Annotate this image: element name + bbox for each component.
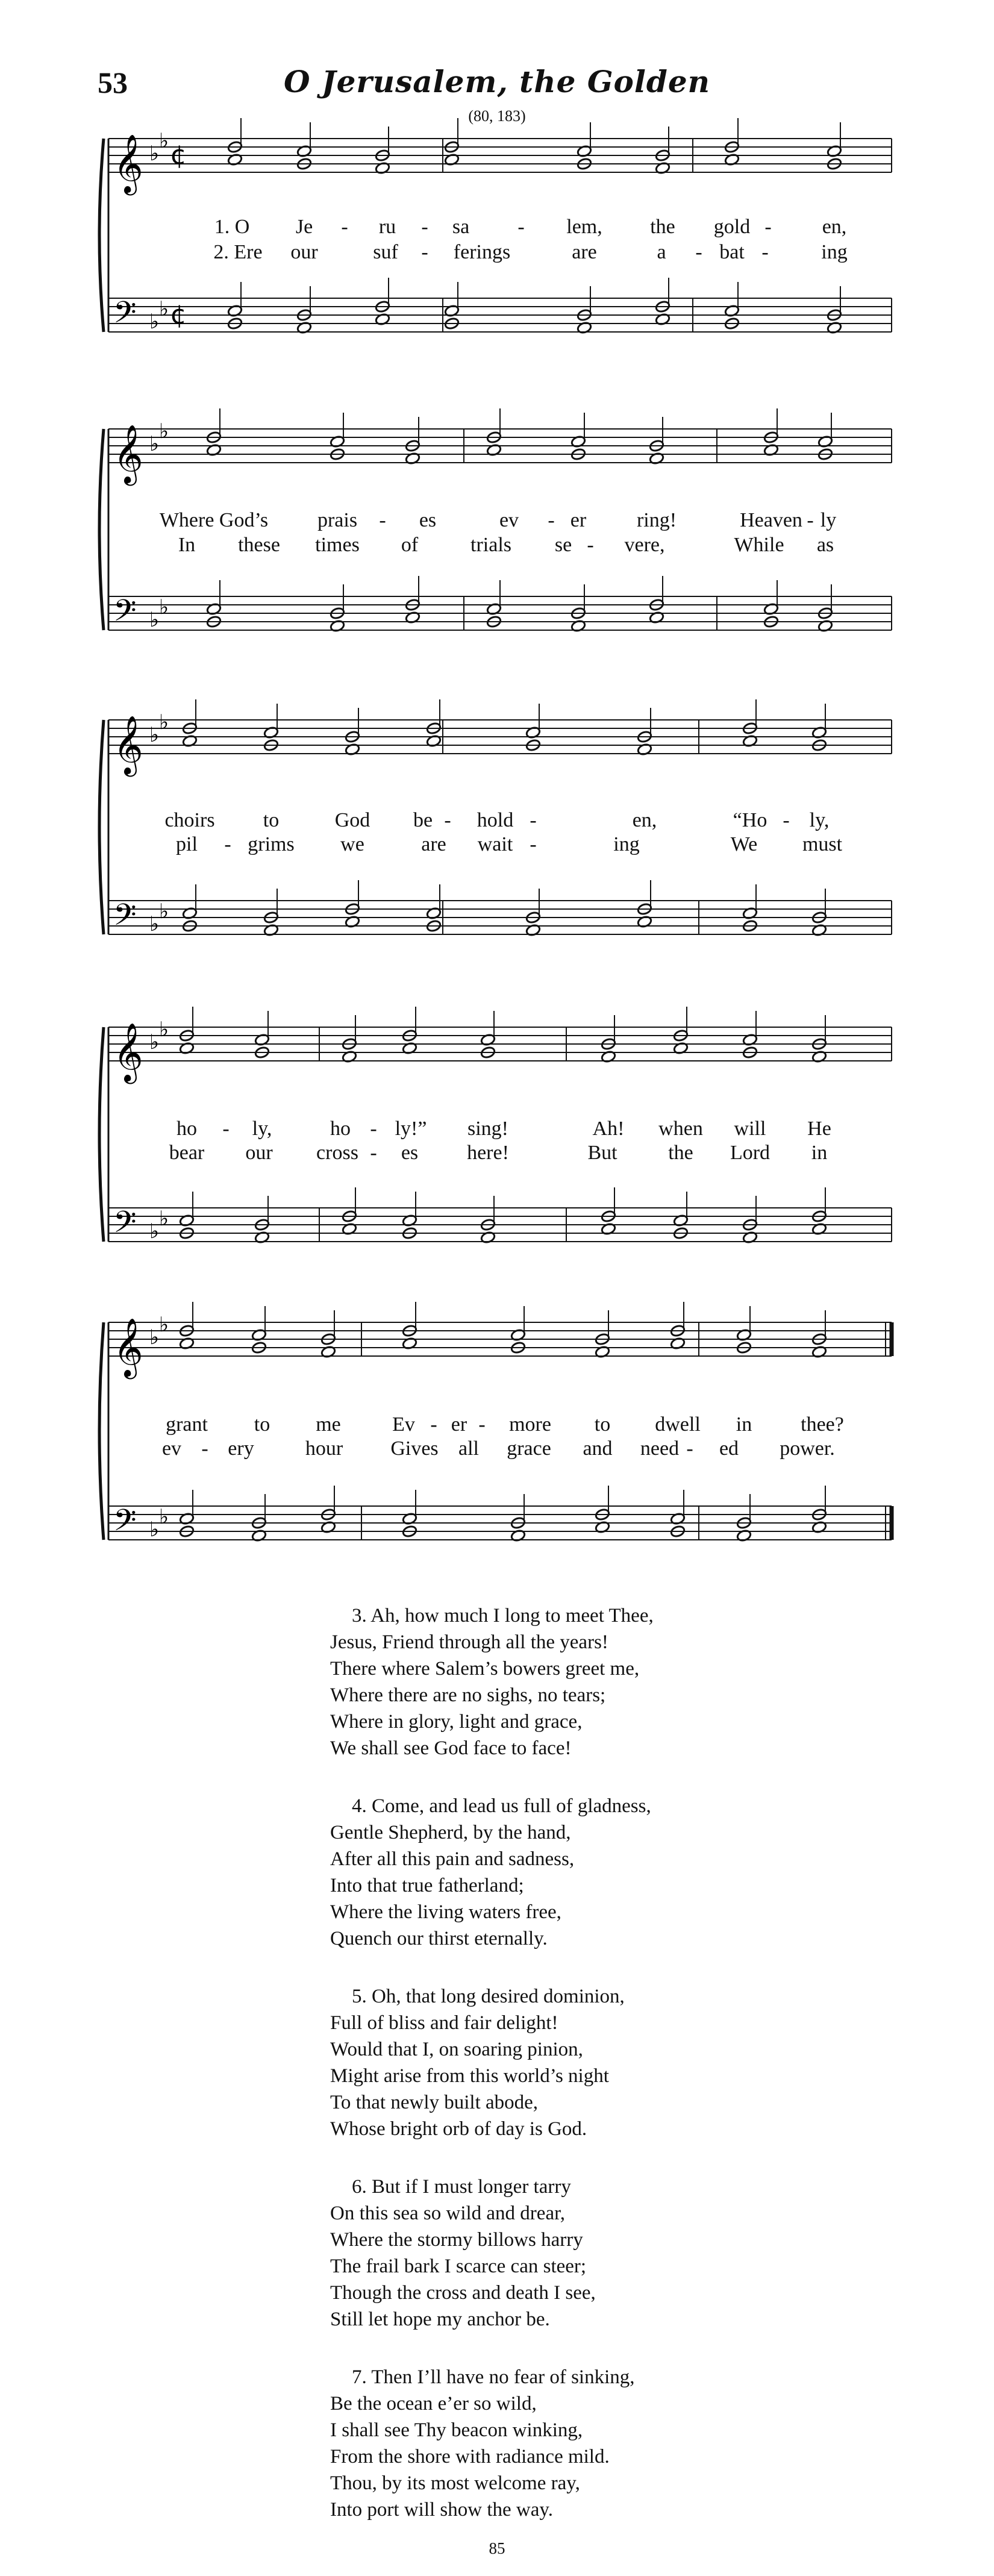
syllable: - [379,509,386,531]
syllable: ing [613,833,640,855]
syllable: Lord [730,1142,771,1164]
stanza-line: Though the cross and death I see, [330,2282,596,2304]
lyric-line-verse1 [96,509,907,533]
syllable: thee? [801,1413,844,1436]
syllable: - [444,809,451,831]
syllable: and [583,1437,613,1460]
stanza-line: I shall see Thy beacon winking, [330,2419,583,2441]
syllable: ru [378,216,396,238]
syllable: to [594,1413,611,1436]
hymn-number: 53 [98,66,128,99]
stanza-5 [330,1983,872,2142]
stanza-line: 7. Then I’ll have no fear of sinking, [352,2366,635,2388]
syllable: ly [820,509,837,531]
syllable: es [419,509,437,531]
syllable: the [650,216,675,238]
syllable: here! [467,1142,509,1164]
lyric-line-verse2 [96,534,907,558]
syllable: a [657,241,666,263]
music-system-4 [96,988,907,1265]
syllable: Ah! [592,1118,625,1140]
syllable: er [451,1413,467,1436]
syllable: gold [713,216,751,238]
syllable: ring! [636,509,677,531]
stanza-3 [330,1602,872,1762]
syllable: - [421,241,428,263]
syllable: more [509,1413,551,1436]
page-number: 85 [489,2539,505,2557]
stanza-4 [330,1793,872,1952]
syllable: our [290,241,318,263]
treble-clef-icon: 𝄞 [113,1022,143,1081]
stanza-line: 3. Ah, how much I long to meet Thee, [352,1605,654,1627]
flat-icon: ♭ [149,432,160,456]
flat-icon: ♭ [149,310,160,334]
stanza-line: From the shore with radiance mild. [330,2446,610,2468]
flat-icon: ♭ [149,1518,160,1542]
syllable: - [548,509,555,531]
flat-icon: ♭ [149,1219,160,1243]
syllable: grims [248,833,295,855]
syllable: be [413,809,433,831]
cut-time-icon: ¢ [170,140,187,170]
syllable: - [587,534,594,556]
stanza-line: Into that true fatherland; [330,1875,524,1896]
lyric-line-verse1 [96,1118,907,1142]
stanza-line: Where the stormy billows harry [330,2229,583,2251]
syllable: the [668,1142,693,1164]
syllable: vere, [624,534,665,556]
flat-icon: ♭ [149,912,160,936]
syllable: are [572,241,597,263]
syllable: hour [305,1437,343,1460]
cut-time-icon: ¢ [170,299,187,330]
stanza-line: Into port will show the way. [330,2499,553,2521]
syllable: - [686,1437,693,1460]
syllable: ed [719,1437,739,1460]
syllable: bear [169,1142,205,1164]
stanza-line: Thou, by its most welcome ray, [330,2472,580,2494]
flat-icon: ♭ [159,1505,169,1529]
syllable: to [263,809,280,831]
treble-clef-icon: 𝄞 [113,424,143,483]
syllable: will [734,1118,766,1140]
syllable: cross [316,1142,358,1164]
stanza-line: There where Salem’s bowers greet me, [330,1658,640,1680]
flat-icon: ♭ [149,142,160,166]
stanza-line: Where in glory, light and grace, [330,1711,583,1733]
syllable: ery [228,1437,254,1460]
stanza-line: Where the living waters free, [330,1901,561,1923]
syllable: - [370,1142,377,1164]
lyric-line-verse2 [96,833,907,857]
syllable: as [816,534,834,556]
syllable: - [478,1413,486,1436]
syllable: need [640,1437,680,1460]
syllable: While [734,534,784,556]
stanza-line: Gentle Shepherd, by the hand, [330,1822,571,1843]
syllable: dwell [655,1413,701,1436]
syllable: - [370,1118,377,1140]
syllable: - [530,833,537,855]
flat-icon: ♭ [149,608,160,632]
syllable: lem, [566,216,602,238]
stanza-line: Would that I, on soaring pinion, [330,2039,583,2060]
bass-clef-icon: 𝄢 [113,1205,137,1247]
syllable: in [736,1413,752,1436]
bass-clef-icon: 𝄢 [113,1503,137,1545]
syllable: es [401,1142,419,1164]
stanza-line: Whose bright orb of day is God. [330,2118,587,2140]
syllable: sa [452,216,470,238]
syllable: choirs [164,809,215,831]
syllable: Where God’s [159,509,269,531]
stanza-line: Jesus, Friend through all the years! [330,1631,608,1653]
tune-reference: (80, 183) [468,107,526,125]
syllable: Je [295,216,313,238]
flat-icon: ♭ [159,419,169,443]
syllable: - [341,216,348,238]
syllable: - [201,1437,208,1460]
stanza-line: Might arise from this world’s night [330,2065,609,2087]
syllable: ly, [252,1118,272,1140]
syllable: - [807,509,814,531]
stanza-line: After all this pain and sadness, [330,1848,575,1870]
syllable: of [401,534,419,556]
treble-clef-icon: 𝄞 [113,1318,143,1377]
syllable: sing! [467,1118,508,1140]
syllable: ing [821,241,848,263]
syllable: - [224,833,231,855]
syllable: - [421,216,428,238]
bass-clef-icon: 𝄢 [113,295,137,337]
syllable: are [421,833,446,855]
syllable: 2. Ere [213,241,263,263]
syllable: we [340,833,364,855]
syllable: all [458,1437,479,1460]
stanza-line: 5. Oh, that long desired dominion, [352,1986,625,2007]
flat-icon: ♭ [149,1325,160,1349]
syllable: God [334,809,370,831]
stanza-line: On this sea so wild and drear, [330,2202,566,2224]
additional-stanzas [330,1602,872,2554]
syllable: 1. O [214,216,250,238]
lyric-line-verse2 [96,1437,907,1462]
flat-icon: ♭ [159,1313,169,1337]
syllable: - [517,216,525,238]
syllable: these [238,534,280,556]
stanza-line: The frail bark I scarce can steer; [330,2256,587,2277]
syllable: - [764,216,772,238]
music-system-2 [96,416,907,687]
stanza-line: 4. Come, and lead us full of gladness, [352,1795,651,1817]
stanza-line: 6. But if I must longer tarry [352,2176,571,2198]
syllable: - [222,1118,230,1140]
lyric-line-verse1 [96,1413,907,1437]
syllable: en, [822,216,847,238]
flat-icon: ♭ [159,297,169,321]
bass-clef-icon: 𝄢 [113,898,137,940]
syllable: must [802,833,843,855]
syllable: But [587,1142,617,1164]
stanza-7 [330,2364,872,2523]
syllable: Heaven [740,509,802,531]
stanza-line: To that newly built abode, [330,2092,539,2113]
stanza-line: Where there are no sighs, no tears; [330,1684,606,1706]
syllable: grant [166,1413,208,1436]
syllable: our [245,1142,273,1164]
treble-clef-icon: 𝄞 [113,134,143,193]
syllable: - [783,809,790,831]
syllable: wait [477,833,513,855]
flat-icon: ♭ [159,595,169,619]
stanza-line: Quench our thirst eternally. [330,1928,548,1949]
syllable: Ev [392,1413,415,1436]
music-system-1 [96,127,907,392]
stanza-line: Still let hope my anchor be. [330,2309,550,2330]
stanza-line: Full of bliss and fair delight! [330,2012,558,2034]
lyric-line-verse2 [96,241,907,265]
syllable: power. [780,1437,835,1460]
syllable: to [254,1413,270,1436]
flat-icon: ♭ [159,899,169,924]
syllable: - [761,241,769,263]
syllable: - [530,809,537,831]
bass-clef-icon: 𝄢 [113,593,137,636]
flat-icon: ♭ [159,710,169,734]
flat-icon: ♭ [159,1018,169,1042]
lyric-line-verse1 [96,216,907,240]
syllable: Gives [390,1437,439,1460]
syllable: ho [330,1118,351,1140]
syllable: pil [176,833,198,855]
flat-icon: ♭ [149,723,160,747]
syllable: ev [499,509,519,531]
syllable: times [315,534,360,556]
stanza-line: We shall see God face to face! [330,1737,572,1759]
hymn-title: O Jerusalem, the Golden [283,64,711,99]
syllable: We [730,833,758,855]
music-system-5 [96,1277,907,1572]
syllable: en, [632,809,657,831]
flat-icon: ♭ [159,1207,169,1231]
stanza-line: Be the ocean e’er so wild, [330,2393,537,2415]
syllable: er [570,509,587,531]
treble-clef-icon: 𝄞 [113,715,143,774]
syllable: In [178,534,196,556]
syllable: me [316,1413,341,1436]
syllable: se [554,534,572,556]
syllable: prais [317,509,358,531]
syllable: - [695,241,702,263]
flat-icon: ♭ [159,129,169,153]
syllable: He [807,1118,831,1140]
syllable: grace [507,1437,551,1460]
syllable: suf [373,241,398,263]
syllable: when [658,1118,703,1140]
stanza-6 [330,2174,872,2333]
syllable: “Ho [733,809,767,831]
syllable: ferings [453,241,511,263]
syllable: hold [477,809,514,831]
syllable: trials [470,534,511,556]
flat-icon: ♭ [149,1030,160,1054]
lyric-line-verse2 [96,1142,907,1166]
syllable: in [811,1142,828,1164]
syllable: ly, [809,809,830,831]
syllable: ev [161,1437,182,1460]
syllable: bat [719,241,745,263]
syllable: ho [177,1118,197,1140]
music-system-3 [96,702,907,973]
syllable: ly!” [395,1118,427,1140]
lyric-line-verse1 [96,809,907,833]
syllable: - [430,1413,437,1436]
